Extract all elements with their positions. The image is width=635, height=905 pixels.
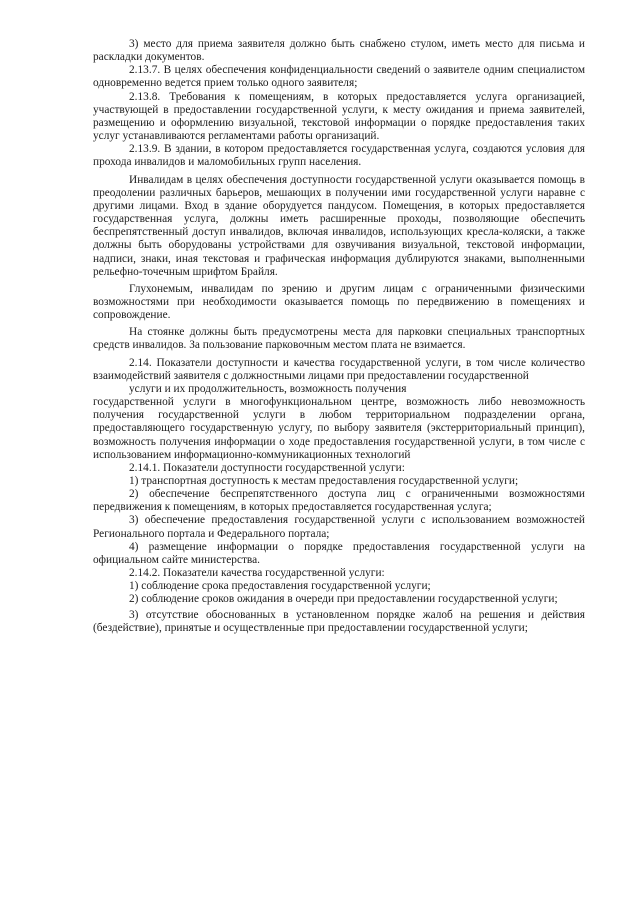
paragraph-2-14-fragment: услуги и их продолжительность, возможность получения <box>129 382 407 395</box>
list-item-queue-time: 2) соблюдение сроков ожидания в очереди при предоставлении государственной услуги; <box>129 593 558 606</box>
paragraph-2-14-heading: 2.14. Показатели доступности и качества государственной услуги, в том числе количество взаимодействий заявителя с должностными лицами при предоставлении государственной <box>93 356 585 382</box>
list-item-portals: 3) обеспечение предоставления государственной услуги с использованием возможностей Регионального портала и Федерального портала; <box>93 514 585 540</box>
paragraph-2-13-8: 2.13.8. Требования к помещениям, в которых предоставляется услуга организацией, участвующей в предоставлении государственной услуги, к месту ожидания и приема заявителей, размещению и оформлению визуальной, текстовой информации о порядке предоставления таких услуг устанавливаются регламентами работы организаций. <box>93 90 585 143</box>
document-page <box>93 38 585 635</box>
paragraph-disabled-access: Инвалидам в целях обеспечения доступности государственной услуги оказывается помощь в преодолении различных барьеров, мешающих в получении ими государственной услуги наравне с другими лицами. Вход в здание оборудуется пандусом. Помещения, в которых предоставляется государственная услуга, должны иметь расширенные проходы, позволяющие обеспечить беспрепятственный доступ инвалидов, включая инвалидов, использующих кресла-коляски, а также должны быть оборудованы устройствами для озвучивания визуальной, текстовой информации, надписи, знаки, иная текстовая и графическая информация дублируются знаками, выполненными рельефно-точечным шрифтом Брайля. <box>93 173 585 278</box>
paragraph-2-14-1: 2.14.1. Показатели доступности государственной услуги: <box>129 461 405 474</box>
list-item-unimpeded-access: 2) обеспечение беспрепятственного доступа лиц с ограниченными возможностями передвижения к помещениям, в которых предоставляется государственная услуга; <box>93 488 585 514</box>
paragraph-2-14-continuation: государственной услуги в многофункциональном центре, возможность либо невозможность получения государственной услуги в любом территориальном подразделении органа, предоставляющего государственную услугу, по выбору заявителя (экстерриториальный принцип), возможность получения информации о ходе предоставления государственной услуги, в том числе с использованием информационно-коммуникационных технологий <box>93 396 585 461</box>
paragraph-2-14-2: 2.14.2. Показатели качества государственной услуги: <box>129 567 385 580</box>
list-item-no-complaints: 3) отсутствие обоснованных в установленном порядке жалоб на решения и действия (бездействие), принятые и осуществленные при предоставлении государственной услуги; <box>93 608 585 634</box>
paragraph-2-13-9: 2.13.9. В здании, в котором предоставляется государственная услуга, создаются условия для прохода инвалидов и маломобильных групп населения. <box>93 143 585 169</box>
list-item-deadline: 1) соблюдение срока предоставления государственной услуги; <box>129 580 431 593</box>
list-item-transport: 1) транспортная доступность к местам предоставления государственной услуги; <box>129 475 519 487</box>
paragraph-deaf-blind-assistance: Глухонемым, инвалидам по зрению и другим лицам с ограниченными физическими возможностями при необходимости оказывается помощь по передвижению в помещениях и сопровождение. <box>93 282 585 322</box>
paragraph-place-requirements: 3) место для приема заявителя должно быть снабжено стулом, иметь место для письма и раскладки документов. <box>93 38 585 64</box>
paragraph-parking: На стоянке должны быть предусмотрены места для парковки специальных транспортных средств инвалидов. За пользование парковочным местом плата не взимается. <box>93 326 585 352</box>
paragraph-2-13-7: 2.13.7. В целях обеспечения конфиденциальности сведений о заявителе одним специалистом одновременно ведется прием только одного заявителя; <box>93 64 585 90</box>
list-item-website-info: 4) размещение информации о порядке предоставления государственной услуги на официальном сайте министерства. <box>93 540 585 566</box>
